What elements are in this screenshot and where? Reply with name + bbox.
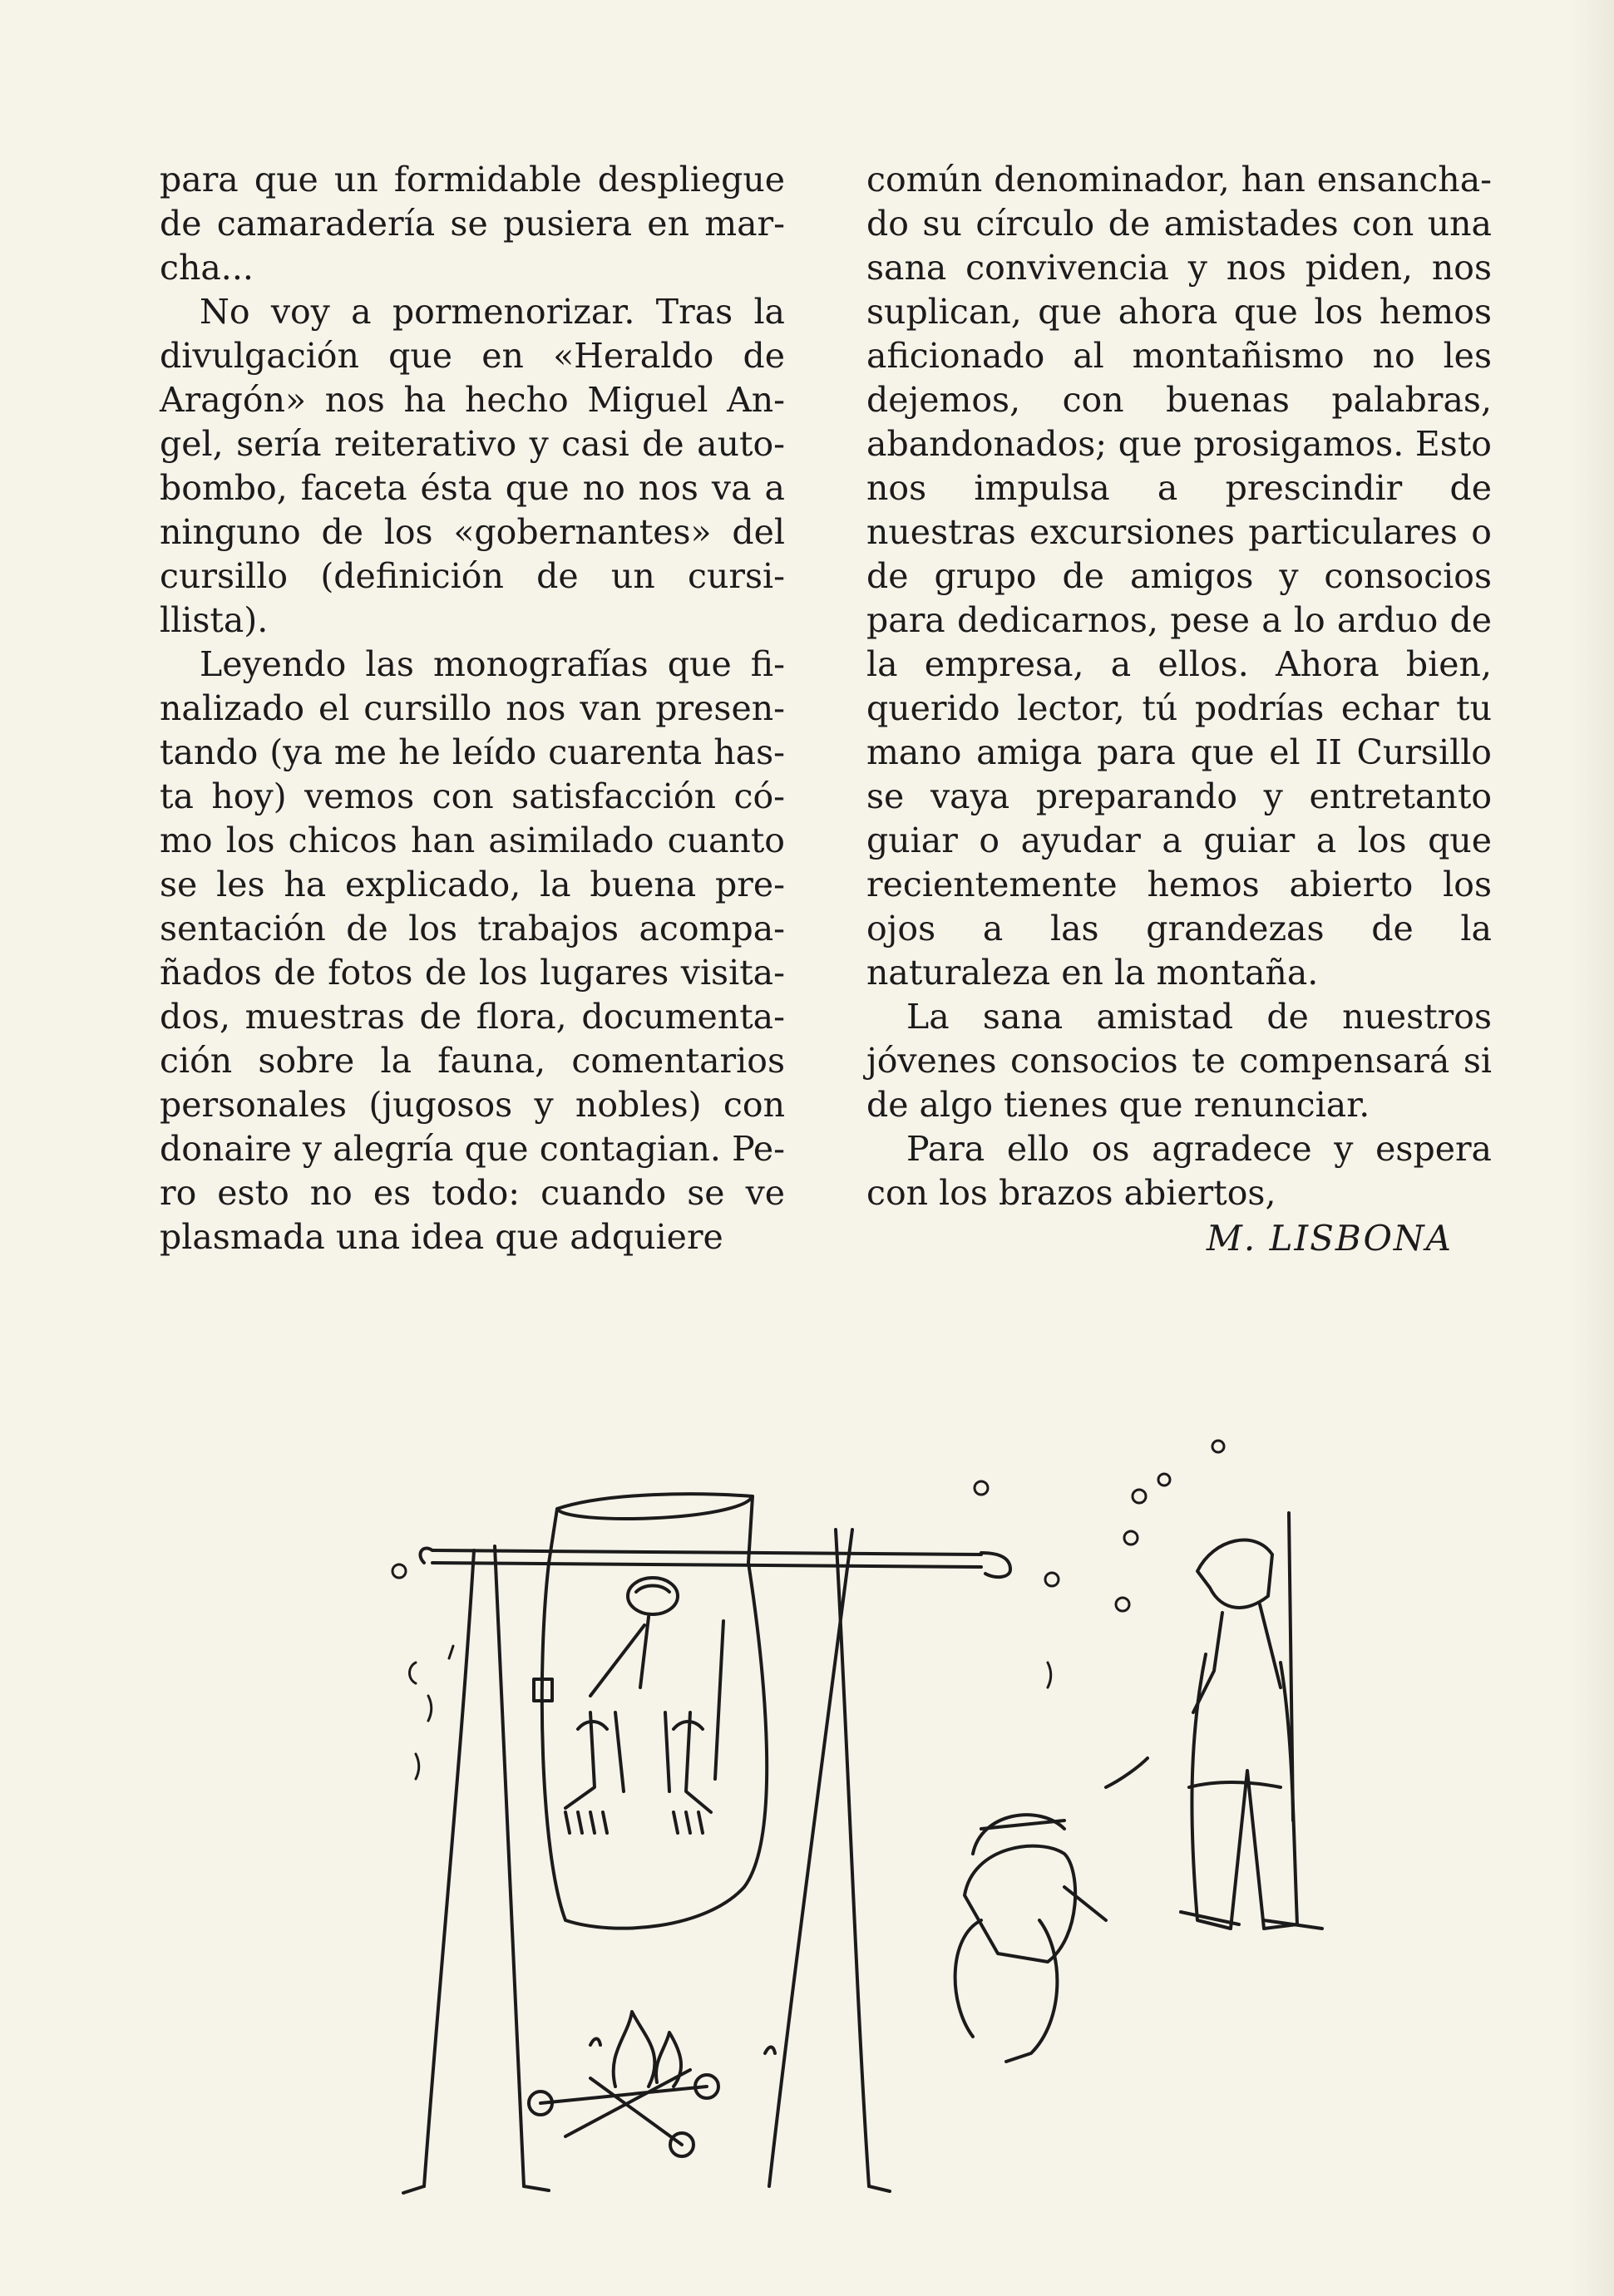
cartoon-illustration (316, 1421, 1480, 2211)
paragraph: Para ello os agradece y espera con los brazos abiertos, (866, 1129, 1492, 1213)
paragraph: común denominador, han ensanchado su círculo de amistades con una sana convivencia y nos piden, nos suplican, que ahora que los hemos aficionado al montañismo no les dejemos, con buenas palabras, abandonados; que prosigamos. Esto nos impulsa a prescindir de nuestras excursiones particulares o de grupo de amigos y consocios para dedicarnos, pese a lo arduo de la empresa, a ellos. Ahora bien, querido lector, tú podrías echar tu mano amiga para que el II Cursillo se vaya preparando y entretanto guiar o ayudar a guiar a los que recientemente hemos abierto los ojos a las grandezas de la naturaleza en la montaña. (866, 160, 1492, 993)
sitting-figure (955, 1758, 1148, 2062)
page-edge (1572, 0, 1614, 2296)
paragraph: La sana amistad de nuestros jóvenes consocios te compensará si de algo tienes que renunciar. (866, 997, 1492, 1125)
droplets (392, 1441, 1224, 1779)
standing-figure (1181, 1513, 1322, 1929)
sleeping-bag-figure (534, 1494, 767, 1928)
paragraph: No voy a pormenorizar. Tras la divulgación que en «Heraldo de Aragón» nos ha hecho Miguel Angel, sería reiterativo y casi de autobombo, faceta ésta que no nos va a ninguno de los «gobernantes» del cursillo (definición de un cursillista). (160, 292, 785, 640)
left-column (160, 158, 785, 1259)
author-signature: M. LISBONA (1206, 1218, 1453, 1259)
campfire (529, 2012, 775, 2156)
roasting-spit-frame (403, 1530, 1010, 2193)
right-column (866, 158, 1492, 1215)
paragraph: Leyendo las monografías que finalizado el cursillo nos van presentando (ya me he leído cuarenta hasta hoy) vemos con satisfacción cómo los chicos han asimilado cuanto se les ha explicado, la buena presentación de los trabajos acompañados de fotos de los lugares visitados, muestras de flora, documentación sobre la fauna, comentarios personales (jugosos y nobles) con donaire y alegría que contagian. Pero esto no es todo: cuando se ve plasmada una idea que adquiere (160, 644, 785, 1257)
paragraph: para que un formidable despliegue de camaradería se pusiera en marcha... (160, 160, 785, 288)
